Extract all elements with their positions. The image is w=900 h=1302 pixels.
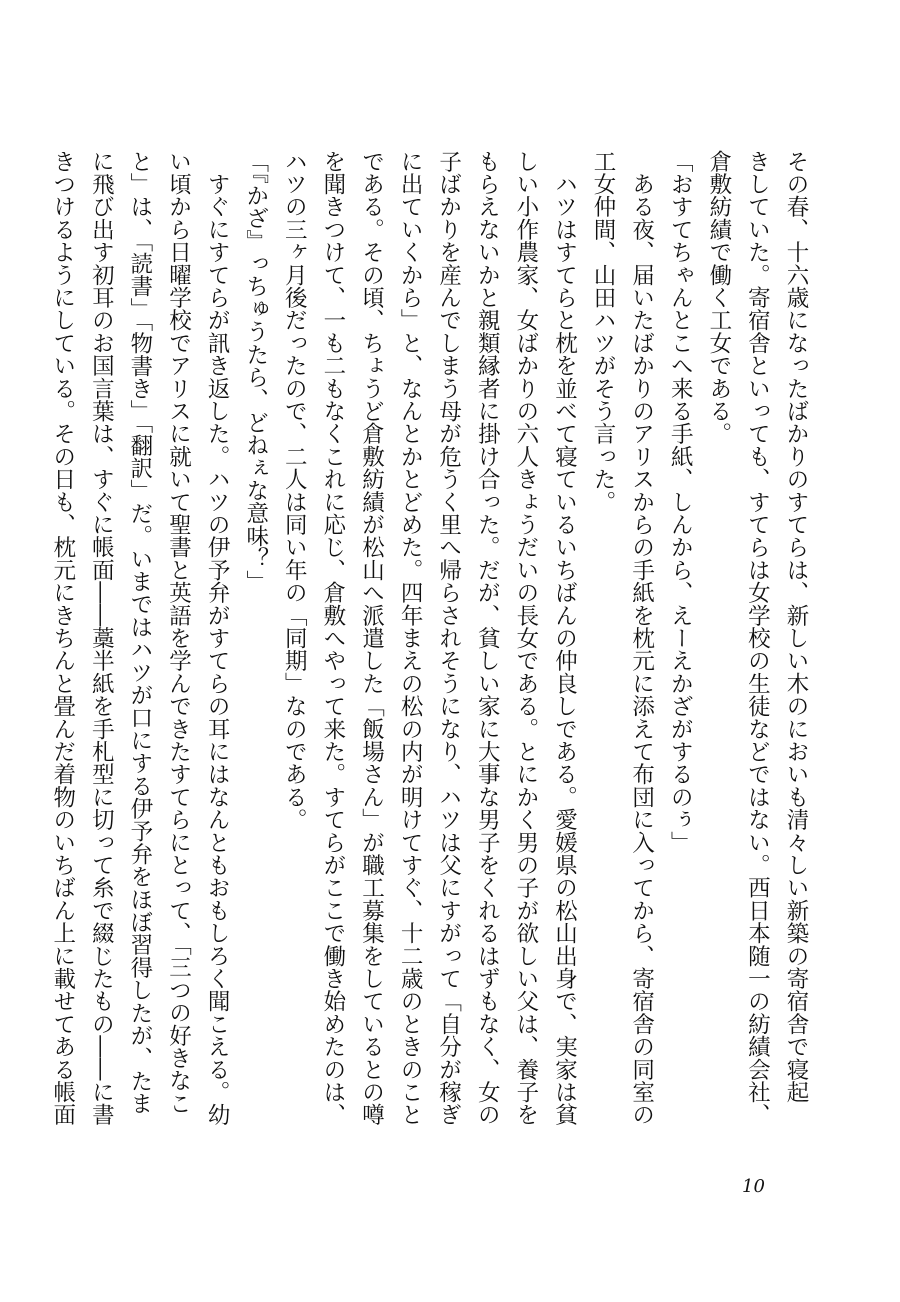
text-line: を聞きつけて、一も二もなくこれに応じ、倉敷へやって来た。すてらがここで働き始めたのは、 <box>319 150 346 1127</box>
text-line: 「『かざ』っちゅうたら、どねぇな意味？」 <box>242 150 269 593</box>
text-line: 「おすてちゃんとこへ来る手紙、しんから、えーえかざがするのぅ」 <box>667 150 694 854</box>
vertical-text-body <box>49 150 815 1127</box>
text-line: 工女仲間、山田ハツがそう言った。 <box>590 150 617 514</box>
text-line: きしていた。寄宿舎といっても、すてらは女学校の生徒などではない。西日本随一の紡績会社、 <box>744 150 771 1127</box>
text-line: い頃から日曜学校でアリスに就いて聖書と英語を学んできたすてらにとって、「三つの好きなこ <box>165 150 192 1115</box>
page-number: 10 <box>742 1176 765 1197</box>
text-line: きつけるようにしている。その日も、枕元にきちんと畳んだ着物のいちばん上に載せてある帳面 <box>49 150 76 1127</box>
text-line: すぐにすてらが訊き返した。ハツの伊予弁がすてらの耳にはなんともおもしろく聞こえる。幼 <box>204 150 231 1127</box>
text-line: に飛び出す初耳のお国言葉は、すぐに帳面――藁半紙を手札型に切って糸で綴じたもの――に書 <box>88 150 115 1127</box>
text-line: ハツはすてらと枕を並べて寝ているいちばんの仲良しである。愛媛県の松山出身で、実家は貧 <box>551 150 578 1127</box>
text-line: ハツの三ヶ月後だったので、二人は同い年の「同期」なのである。 <box>281 150 308 831</box>
text-line: もらえないかと親類縁者に掛け合った。だが、貧しい家に大事な男子をくれるはずもなく、女の <box>474 150 501 1127</box>
text-line: 倉敷紡績で働く工女である。 <box>705 150 732 446</box>
text-line: である。その頃、ちょうど倉敷紡績が松山へ派遣した「飯場さん」が職工募集をしているとの噂 <box>358 150 385 1127</box>
text-line: と」は、「読書」「物書き」「翻訳」だ。いまではハツが口にする伊予弁をほぼ習得したが、たま <box>126 150 153 1116</box>
text-line: ある夜、届いたばかりのアリスからの手紙を枕元に添えて布団に入ってから、寄宿舎の同室の <box>628 150 655 1127</box>
text-line: しい小作農家、女ばかりの六人きょうだいの長女である。とにかく男の子が欲しい父は、養子を <box>512 150 539 1127</box>
text-line: 子ばかりを産んでしまう母が危うく里へ帰らされそうになり、ハツは父にすがって「自分が稼ぎ <box>435 150 462 1127</box>
text-line: その春、十六歳になったばかりのすてらは、新しい木のにおいも清々しい新築の寄宿舎で寝起 <box>783 150 809 1104</box>
text-line: に出ていくから」と、なんとかとどめた。四年まえの松の内が明けてすぐ、十二歳のときのこと <box>397 150 424 1127</box>
